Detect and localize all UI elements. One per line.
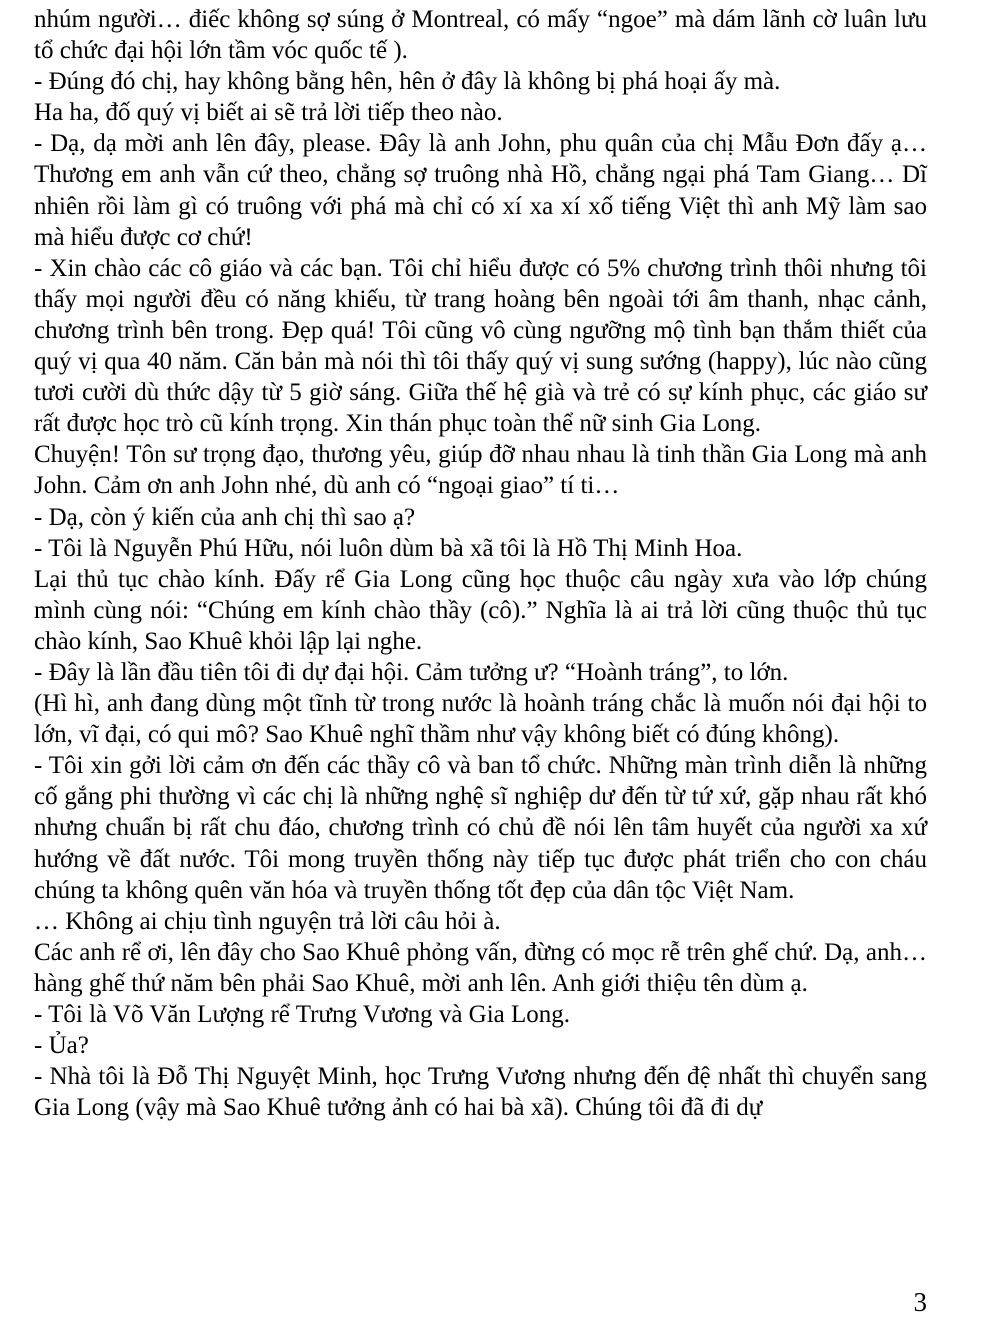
paragraph: - Ủa?	[34, 1032, 89, 1060]
paragraph: - Tôi là Nguyễn Phú Hữu, nói luôn dùm bà xã tôi là Hồ Thị Minh Hoa.	[34, 534, 743, 562]
paragraph: - Tôi là Võ Văn Lượng rể Trưng Vương và Gia Long.	[34, 1001, 571, 1028]
paragraph: - Xin chào các cô giáo và các bạn. Tôi chỉ hiểu được có 5% chương trình thôi nhưng tôi thấy mọi người đều có năng khiếu, từ trang hoàng bên ngoài tới âm thanh, nhạc cảnh, chương trình bên trong. Đẹp quá! Tôi cũng vô cùng ngưỡng mộ tình bạn thắm thiết của quý vị qua 40 năm. Căn bản mà nói thì tôi thấy quý vị sung sướng (happy), lúc nào cũng tươi cười dù thức dậy từ 5 giờ sáng. Giữa thế hệ già và trẻ có sự kính phục, các giáo sư rất được học trò cũ kính trọng. Xin thán phục toàn thể nữ sinh Gia Long.	[34, 254, 927, 438]
paragraph: Chuyện! Tôn sư trọng đạo, thương yêu, giúp đỡ nhau nhau là tinh thần Gia Long mà anh John. Cảm ơn anh John nhé, dù anh có “ngoại giao” tí ti…	[34, 441, 927, 500]
paragraph: - Dạ, dạ mời anh lên đây, please. Đây là anh John, phu quân của chị Mẫu Đơn đấy ạ… Thương em anh vẫn cứ theo, chẳng sợ truông nhà Hồ, chẳng ngại phá Tam Giang… Dĩ nhiên rồi làm gì có truông với phá mà chỉ có xí xa xí xố tiếng Việt thì anh Mỹ làm sao mà hiểu được cơ chứ!	[34, 130, 927, 251]
paragraph: … Không ai chịu tình nguyện trả lời câu hỏi à.	[34, 907, 501, 935]
paragraph: Lại thủ tục chào kính. Đấy rể Gia Long cũng học thuộc câu ngày xưa vào lớp chúng mình cùng nói: “Chúng em kính chào thầy (cô).” Nghĩa là ai trả lời cũng thuộc thủ tục chào kính, Sao Khuê khỏi lập lại nghe.	[34, 565, 927, 655]
paragraph: - Nhà tôi là Đỗ Thị Nguyệt Minh, học Trưng Vương nhưng đến đệ nhất thì chuyển sang Gia Long (vậy mà Sao Khuê tưởng ảnh có hai bà xã). Chúng tôi đã đi dự	[34, 1063, 927, 1122]
paragraph: Ha ha, đố quý vị biết ai sẽ trả lời tiếp theo nào.	[34, 99, 503, 127]
page-number: 3	[913, 1287, 927, 1317]
paragraph: - Đây là lần đầu tiên tôi đi dự đại hội. Cảm tưởng ư? “Hoành tráng”, to lớn.	[34, 658, 789, 686]
paragraph: nhúm người… điếc không sợ súng ở Montreal, có mấy “ngoe” mà dám lãnh cờ luân lưu tổ chức đại hội lớn tầm vóc quốc tế ).	[34, 6, 927, 65]
paragraph: - Đúng đó chị, hay không bằng hên, hên ở đây là không bị phá hoại ấy mà.	[34, 68, 781, 96]
body-text	[34, 4, 927, 1123]
paragraph: - Tôi xin gởi lời cảm ơn đến các thầy cô và ban tổ chức. Những màn trình diễn là những cố gắng phi thường vì các chị là những nghệ sĩ nghiệp dư đến từ tứ xứ, gặp nhau rất khó nhưng chuẩn bị rất chu đáo, chương trình có chủ đề nói lên tâm huyết của người xa xứ hướng về đất nước. Tôi mong truyền thống này tiếp tục được phát triển cho con cháu chúng ta không quên văn hóa và truyền thống tốt đẹp của dân tộc Việt Nam.	[34, 752, 927, 904]
paragraph: Các anh rể ơi, lên đây cho Sao Khuê phỏng vấn, đừng có mọc rễ trên ghế chứ. Dạ, anh… hàng ghế thứ năm bên phải Sao Khuê, mời anh lên. Anh giới thiệu tên dùm ạ.	[34, 938, 927, 997]
paragraph: (Hì hì, anh đang dùng một tĩnh từ trong nước là hoành tráng chắc là muốn nói đại hội to lớn, vĩ đại, có qui mô? Sao Khuê nghĩ thầm như vậy không biết có đúng không).	[34, 690, 927, 749]
paragraph: - Dạ, còn ý kiến của anh chị thì sao ạ?	[34, 503, 416, 531]
